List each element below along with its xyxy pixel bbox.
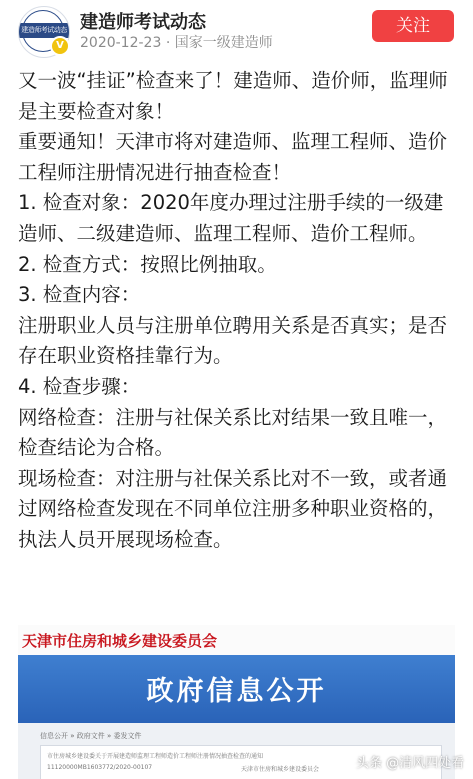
article-paragraph: 又一波“挂证”检查来了！建造师、造价师，监理师是主要检查对象！: [18, 69, 448, 123]
article-paragraph: 重要通知！天津市将对建造师、监理工程师、造价工程师注册情况进行抽查检查！: [18, 130, 448, 184]
post-header: [0, 0, 473, 62]
article-paragraph: 注册职业人员与注册单位聘用关系是否真实；是否存在职业资格挂靠行为。: [18, 313, 448, 368]
post-meta: [80, 32, 273, 52]
article-paragraph: 现场检查：对注册与社保关系比对不一致，或者通过网络检查发现在不同单位注册多种职业资格的，执法人员开展现场检查。: [18, 466, 448, 551]
article-paragraph: 1. 检查对象：2020年度办理过注册手续的一级建造师、二级建造师、监理工程师、造价工程师。: [18, 191, 444, 245]
author-name[interactable]: 建造师考试动态: [80, 12, 206, 33]
embed-table-row: 市住房城乡建设委关于开展建造师监理工程师造价工程师注册情况抽查检查的通知: [47, 753, 264, 760]
article-paragraph: 4. 检查步骤：: [18, 374, 141, 398]
embed-banner-title: 政府信息公开: [146, 676, 327, 707]
embed-table-cell: 天津市住房和城乡建设委员会: [241, 766, 320, 773]
post-source: 国家一级建造师: [174, 35, 273, 51]
embed-org-name: 天津市住房和城乡建设委员会: [22, 632, 218, 650]
embed-banner: [18, 655, 455, 723]
article-paragraph: 网络检查：注册与社保关系比对结果一致且唯一，检查结论为合格。: [18, 405, 448, 460]
embed-breadcrumb: 信息公开 » 政府文件 » 委发文件: [40, 732, 142, 740]
avatar-label: 建造师考试动态: [19, 23, 69, 38]
article-body: [18, 66, 458, 556]
article-paragraph: 2. 检查方式：按照比例抽取。: [18, 252, 277, 276]
meta-separator: ·: [165, 35, 171, 51]
follow-button[interactable]: 关注: [372, 10, 454, 42]
watermark: 头条 @清风四处看: [356, 756, 465, 771]
verified-badge-icon: V: [50, 36, 70, 56]
article-paragraph: 3. 检查内容：: [18, 283, 141, 307]
post-date: 2020-12-23: [80, 35, 162, 51]
embed-table-row: 11120000MB1603772/2020-00107: [47, 764, 153, 771]
embed-org-bar: [18, 625, 455, 655]
